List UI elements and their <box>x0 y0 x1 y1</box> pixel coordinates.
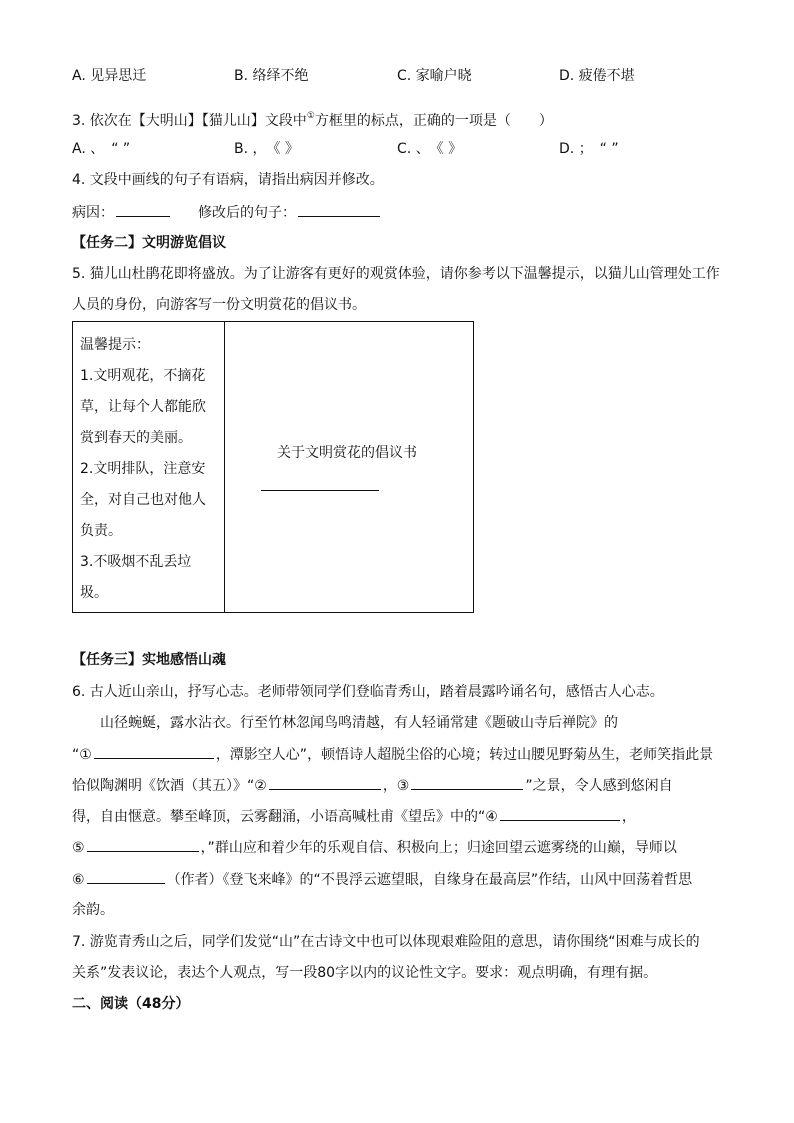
tip-line: 全，对自己也对他人 <box>80 492 206 508</box>
q6-line-5: 得，自由惬意。攀至峰顶，云雾翻涌，小语高喊杜甫《望岳》中的“④ ， <box>72 806 636 827</box>
tip-line: 温馨提示： <box>80 337 150 353</box>
tip-line: 3.不吸烟不乱丢垃 <box>80 554 192 570</box>
q2-option-a: A. 见异思迁 <box>72 68 147 84</box>
blank-2[interactable] <box>269 775 381 790</box>
q2-option-b: B. 络绎不绝 <box>234 68 309 84</box>
q7-line-2: 关系”发表议论，表达个人观点，写一段80字以内的议论性文字。要求：观点明确，有理有据。 <box>72 965 658 981</box>
q6-line-2: 山径蜿蜒，露水沾衣。行至竹林忽闻鸟鸣清越，有人轻诵常建《题破山寺后禅院》的 <box>100 715 618 731</box>
tip-line: 赏到春天的美丽。 <box>80 430 192 446</box>
tips-cell <box>73 322 225 613</box>
task2-heading: 【任务二】文明游览倡议 <box>72 235 226 251</box>
section2-heading: 二、阅读（48分） <box>72 996 190 1012</box>
q6-line-8: 余韵。 <box>72 902 114 918</box>
blank-5[interactable] <box>87 837 199 852</box>
q4-stem: 4. 文段中画线的句子有语病，请指出病因并修改。 <box>72 172 384 188</box>
q3-option-a: A. 、 “ ” <box>72 141 131 157</box>
blank-6[interactable] <box>87 869 165 884</box>
tip-line: 圾。 <box>80 585 108 601</box>
tips-table <box>72 321 474 613</box>
q6-line-1: 6. 古人近山亲山，抒写心志。老师带领同学们登临青秀山，踏着晨露吟诵名句，感悟古人心志。 <box>72 684 664 700</box>
proposal-title: 关于文明赏花的倡议书 <box>277 445 417 461</box>
q5-line-1: 5. 猫儿山杜鹃花即将盛放。为了让游客有更好的观赏体验，请你参考以下温馨提示，以猫儿山管理处工作 <box>72 266 720 282</box>
tip-line: 负责。 <box>80 523 122 539</box>
q6-line-4: 恰似陶渊明《饮酒（其五）》“② ，③ ”之景，令人感到悠闲自 <box>72 775 673 796</box>
blank-1[interactable] <box>94 744 214 759</box>
revised-blank[interactable] <box>298 202 380 217</box>
q3-option-b: B. ， 《 》 <box>234 141 299 157</box>
tip-line: 草，让每个人都能欣 <box>80 399 206 415</box>
q3-stem: 3. 依次在【大明山】【猫儿山】文段中①方框里的标点，正确的一项是（ ） <box>72 111 553 129</box>
cause-blank[interactable] <box>116 202 170 217</box>
q7-line-1: 7. 游览青秀山之后，同学们发觉“山”在古诗文中也可以体现艰难险阻的意思，请你围绕“困难与成长的 <box>72 934 700 950</box>
q6-line-6: ⑤ ，”群山应和着少年的乐观自信、积极向上；归途回望云遮雾绕的山巅，导师以 <box>72 837 677 858</box>
q6-line-7: ⑥ （作者）《登飞来峰》的“不畏浮云遮望眼，自缘身在最高层”作结，山风中回荡着哲思 <box>72 869 692 890</box>
task3-heading: 【任务三】实地感悟山魂 <box>72 652 226 668</box>
tip-line: 1.文明观花，不摘花 <box>80 368 206 384</box>
q2-option-d: D. 疲倦不堪 <box>559 68 635 84</box>
proposal-blank[interactable] <box>261 490 379 491</box>
q2-option-c: C. 家喻户晓 <box>397 68 472 84</box>
proposal-cell <box>225 322 474 613</box>
q6-line-3: “① ，潭影空人心”，顿悟诗人超脱尘俗的心境；转过山腰见野菊丛生，老师笑指此景 <box>72 744 713 765</box>
q4-answer-line: 病因： 修改后的句子： <box>72 202 382 223</box>
tip-line: 2.文明排队，注意安 <box>80 461 206 477</box>
q3-option-d: D. ； “ ” <box>559 141 619 157</box>
blank-3[interactable] <box>411 775 523 790</box>
blank-4[interactable] <box>500 806 620 821</box>
q3-option-c: C. 、 《 》 <box>397 141 463 157</box>
q5-line-2: 人员的身份，向游客写一份文明赏花的倡议书。 <box>72 297 366 313</box>
